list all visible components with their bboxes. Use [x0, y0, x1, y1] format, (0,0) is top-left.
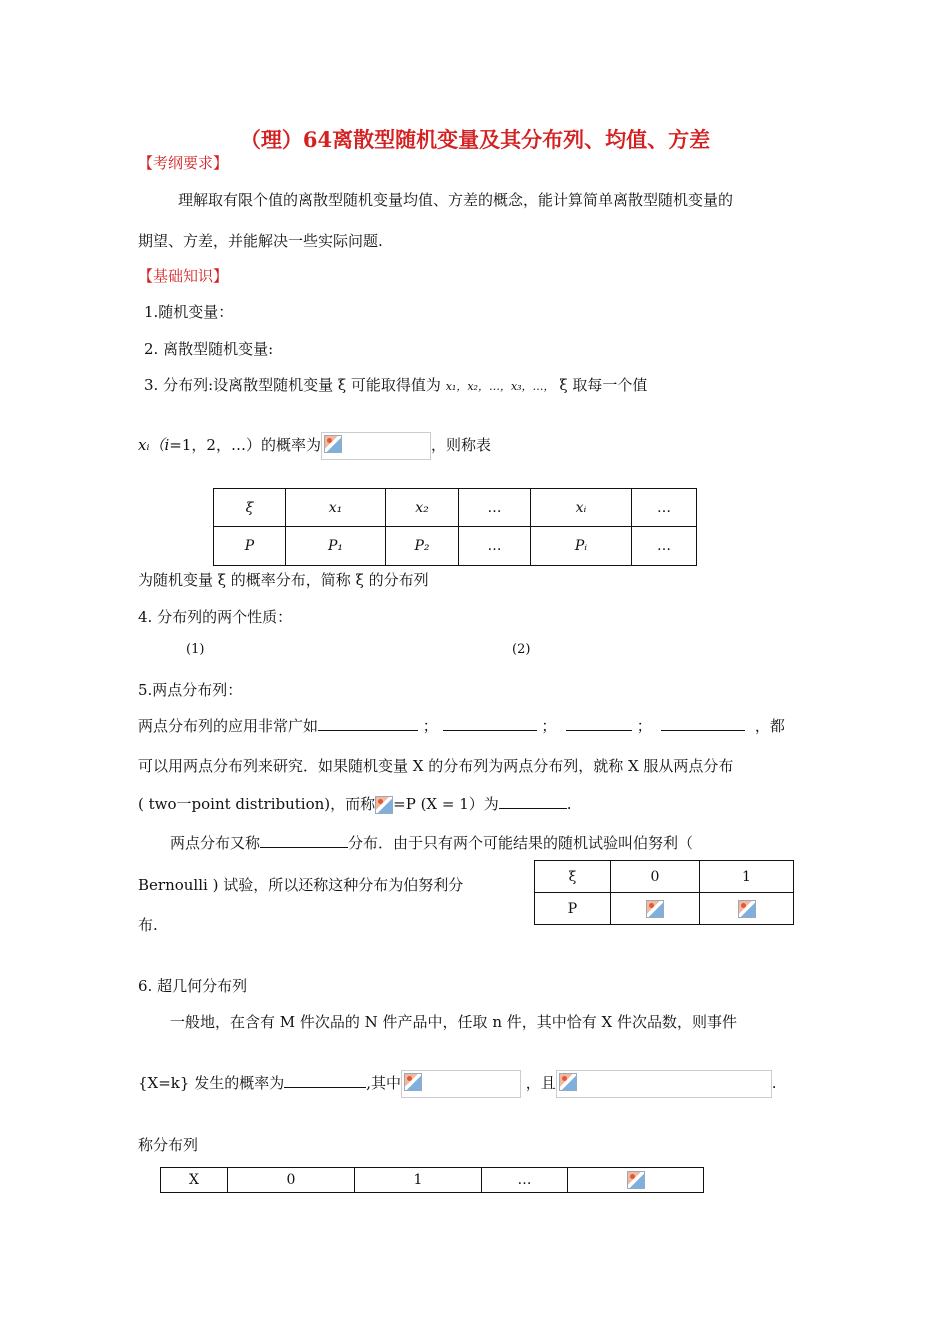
i-var: i [164, 436, 170, 454]
item-5-line3-b: =P (X = 1）为 [393, 795, 499, 813]
item-6-line1: 一般地，在含有 M 件次品的 N 件产品中，任取 n 件，其中恰有 X 件次品数，则事件 [170, 1013, 737, 1031]
sep: ； [541, 717, 557, 735]
item-5-line6: 布. [138, 916, 158, 934]
item-6-line2-c: ，且 [525, 1074, 556, 1092]
after-table1: 为随机变量 ξ 的概率分布，简称 ξ 的分布列 [138, 571, 429, 589]
table2-cell: P [535, 893, 611, 925]
formula-image-frame [556, 1070, 772, 1098]
item-6-line2-d: . [771, 1074, 777, 1092]
item-5-line3-a: ( two一point distribution)，而称 [138, 795, 376, 813]
call-table-text: ，则称表 [430, 436, 491, 454]
table1-cell: … [459, 527, 531, 566]
table1-cell: … [632, 527, 697, 566]
table1-cell: x₁ [286, 489, 386, 527]
sep: ； [422, 717, 438, 735]
kaogang-text-2: 期望、方差，并能解决一些实际问题. [138, 232, 383, 250]
item-3-line2 [138, 432, 491, 460]
property-2: (2) [512, 642, 531, 657]
blank-4 [661, 716, 745, 731]
table1-cell: … [632, 489, 697, 527]
blank-3 [566, 716, 632, 731]
item-5-line5: Bernoulli ) 试验，所以还称这种分布为伯努利分 [138, 876, 464, 894]
item-5-line3-c: . [566, 795, 572, 813]
item-6: 6. 超几何分布列 [138, 977, 248, 995]
broken-image-icon [559, 1073, 577, 1091]
distribution-table [213, 488, 697, 566]
formula-image-frame [321, 432, 431, 460]
table2-cell: ξ [535, 861, 611, 893]
table3-cell: X [161, 1168, 228, 1193]
table2-cell [611, 893, 700, 925]
item-6-line2 [138, 1070, 777, 1098]
section-jichu: 【基础知识】 [138, 267, 229, 285]
blank-7 [284, 1073, 366, 1088]
item-6-line3: 称分布列 [138, 1136, 199, 1154]
table3-cell: … [482, 1168, 568, 1193]
item-6-line2-b: ,其中 [366, 1074, 401, 1092]
item-4: 4. 分布列的两个性质： [138, 608, 293, 626]
item-5-line1-text: 两点分布列的应用非常广如 [138, 717, 319, 735]
sep: ； [636, 717, 652, 735]
table1-cell: P [214, 527, 286, 566]
table2-cell: 1 [700, 861, 794, 893]
table1-cell: P₁ [286, 527, 386, 566]
broken-image-icon [627, 1171, 645, 1189]
item-5-line3 [138, 793, 572, 814]
property-1: (1) [186, 642, 205, 657]
section-kaogang: 【考纲要求】 [138, 154, 229, 172]
broken-image-icon [646, 900, 664, 918]
broken-image-icon [404, 1073, 422, 1091]
blank-2 [443, 716, 537, 731]
blank-6 [260, 833, 348, 848]
item-5-line1 [138, 715, 785, 736]
prob-text: =1，2，…）的概率为 [169, 436, 321, 454]
page-title: （理）64离散型随机变量及其分布列、均值、方差 [239, 127, 711, 152]
item-3-tail: ξ 取每一个值 [559, 376, 648, 394]
broken-image-icon [324, 435, 342, 453]
item-3-line1 [144, 374, 647, 395]
hypergeometric-table [160, 1167, 704, 1193]
item-3-vals: x₁，x₂，…，x₃，…， [445, 380, 555, 393]
table1-cell: Pᵢ [531, 527, 632, 566]
table3-cell: 1 [355, 1168, 482, 1193]
item-5-line1-end: ，都 [754, 717, 785, 735]
item-2: 2. 离散型随机变量: [144, 340, 274, 358]
formula-image-frame [401, 1070, 521, 1098]
table3-cell [568, 1168, 704, 1193]
table1-cell: x₂ [386, 489, 459, 527]
table2-cell: 0 [611, 861, 700, 893]
item-5-line4-a: 两点分布又称 [170, 834, 261, 852]
item-5-line2: 可以用两点分布列来研究．如果随机变量 X 的分布列为两点分布列，就称 X 服从两点分布 [138, 757, 734, 775]
item-1: 1.随机变量： [144, 303, 234, 321]
blank-5 [499, 794, 567, 809]
broken-image-icon [375, 796, 393, 814]
item-6-line2-a: {X=k} 发生的概率为 [138, 1074, 285, 1092]
blank-1 [318, 716, 418, 731]
kaogang-text-1: 理解取有限个值的离散型随机变量均值、方差的概念，能计算简单离散型随机变量的 [178, 191, 734, 209]
table3-cell: 0 [228, 1168, 355, 1193]
table2-cell [700, 893, 794, 925]
two-point-table [534, 860, 794, 925]
table1-cell: xᵢ [531, 489, 632, 527]
item-5-line4-b: 分布．由于只有两个可能结果的随机试验叫伯努利（ [348, 834, 694, 852]
item-5-line4 [170, 832, 693, 853]
table1-cell: … [459, 489, 531, 527]
table1-cell: P₂ [386, 527, 459, 566]
broken-image-icon [738, 900, 756, 918]
item-5: 5.两点分布列： [138, 681, 243, 699]
item-3-lead: 3. 分布列:设离散型随机变量 ξ 可能取得值为 [144, 376, 441, 394]
table1-cell: ξ [214, 489, 286, 527]
xi-label: xᵢ（ [138, 436, 165, 454]
